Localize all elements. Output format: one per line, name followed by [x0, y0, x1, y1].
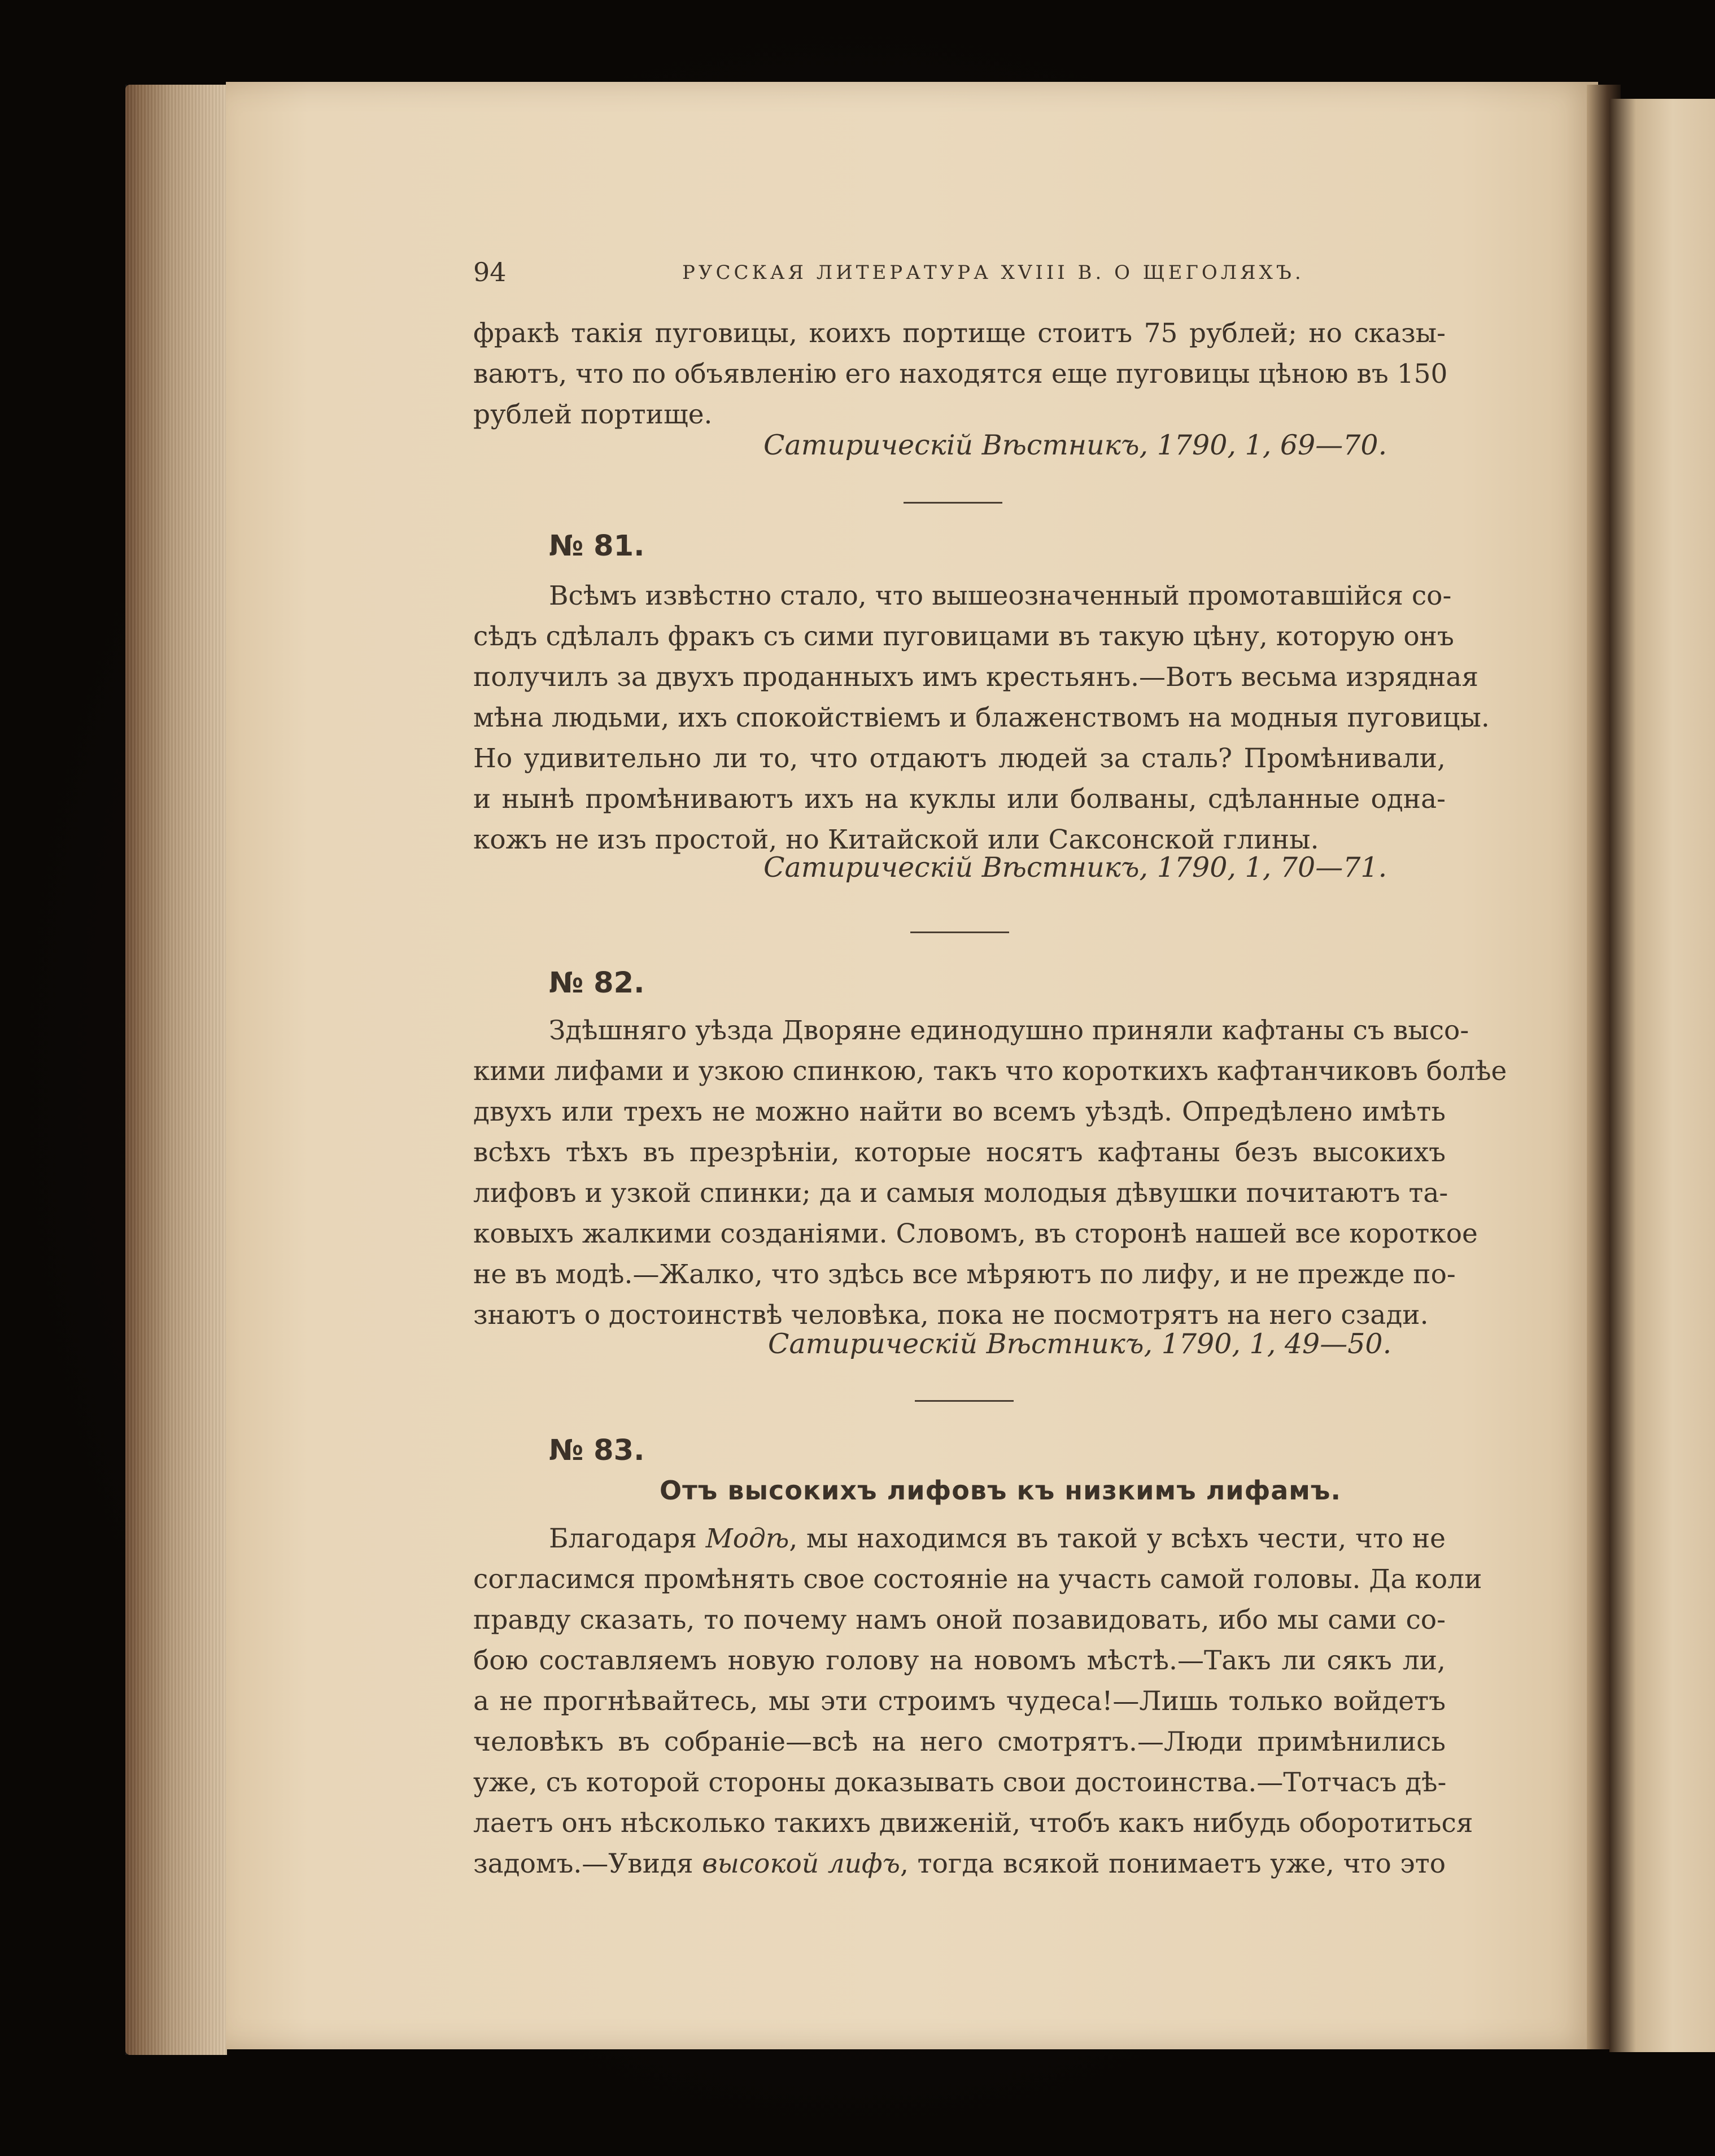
- entry-number: № 81.: [549, 530, 645, 563]
- text-line: Но удивительно ли то, что отдаютъ людей за сталь? Промѣнивали,: [473, 743, 1446, 774]
- entry-number: № 83.: [549, 1434, 645, 1467]
- text-line: кожъ не изъ простой, но Китайской или Саксонской глины.: [473, 824, 1319, 855]
- citation: Сатирическій Вѣстникъ, 1790, 1, 69—70.: [763, 429, 1387, 461]
- text-line: двухъ или трехъ не можно найти во всемъ уѣздѣ. Опредѣлено имѣть: [473, 1096, 1446, 1127]
- entry-number: № 82.: [549, 967, 645, 1000]
- text-line: уже, съ которой стороны доказывать свои достоинства.—Тотчасъ дѣ-: [473, 1767, 1447, 1798]
- text-line: фракѣ такія пуговицы, коихъ портище стоитъ 75 рублей; но сказы-: [473, 318, 1446, 349]
- text-span: , мы находимся въ такой у всѣхъ чести, что не: [789, 1523, 1446, 1554]
- text-span: Благодаря: [549, 1523, 706, 1554]
- italic-text: Модѣ: [705, 1523, 789, 1554]
- entry-paragraph: [473, 1519, 1482, 1884]
- text-line: не въ модѣ.—Жалко, что здѣсь все мѣряютъ по лифу, и не прежде по-: [473, 1259, 1456, 1290]
- text-line: лаетъ онъ нѣсколько такихъ движеній, чтобъ какъ нибудь оборотиться: [473, 1808, 1473, 1839]
- italic-text: высокой лифъ: [702, 1848, 901, 1879]
- text-line: лифовъ и узкой спинки; да и самыя молодыя дѣвушки почитаютъ та-: [473, 1178, 1448, 1209]
- text-line: получилъ за двухъ проданныхъ имъ крестьянъ.—Вотъ весьма изрядная: [473, 662, 1479, 693]
- book-page-edges: [125, 85, 227, 2055]
- text-line: знаютъ о достоинствѣ человѣка, пока не посмотрятъ на него сзади.: [473, 1300, 1429, 1331]
- running-head: РУССКАЯ ЛИТЕРАТУРА XVIII В. О ЩЕГОЛЯХЪ.: [682, 261, 1304, 284]
- text-line: и нынѣ промѣниваютъ ихъ на куклы или болваны, сдѣланные одна-: [473, 784, 1446, 815]
- section-divider: [910, 932, 1009, 933]
- text-line: Здѣшняго уѣзда Дворяне единодушно приняли кафтаны съ высо-: [549, 1015, 1469, 1046]
- text-line: мѣна людьми, ихъ спокойствіемъ и блаженствомъ на модныя пуговицы.: [473, 702, 1490, 733]
- text-line: [473, 1844, 1446, 1884]
- page-number: 94: [473, 257, 507, 287]
- entry-paragraph: [473, 1011, 1507, 1336]
- continuation-paragraph: [473, 313, 1446, 435]
- facing-page-edge: [1609, 99, 1715, 2052]
- text-line: человѣкъ въ собраніе—всѣ на него смотрятъ.—Люди примѣнились: [473, 1726, 1446, 1757]
- section-divider: [904, 502, 1002, 504]
- text-line: ковыхъ жалкими созданіями. Словомъ, въ сторонѣ нашей все короткое: [473, 1218, 1478, 1249]
- text-line: правду сказать, то почему намъ оной позавидовать, ибо мы сами со-: [473, 1604, 1446, 1635]
- text-line: согласимся промѣнять свое состояніе на участь самой головы. Да коли: [473, 1564, 1482, 1595]
- text-line: кими лифами и узкою спинкою, такъ что короткихъ кафтанчиковъ болѣе: [473, 1056, 1507, 1087]
- text-span: , тогда всякой понимаетъ уже, что это: [900, 1848, 1446, 1879]
- citation: Сатирическій Вѣстникъ, 1790, 1, 49—50.: [768, 1328, 1392, 1360]
- page-header: [473, 257, 1430, 291]
- citation: Сатирическій Вѣстникъ, 1790, 1, 70—71.: [763, 851, 1387, 884]
- text-line: рублей портище.: [473, 399, 713, 430]
- section-title: Отъ высокихъ лифовъ къ низкимъ лифамъ.: [660, 1475, 1341, 1506]
- text-line: бою составляемъ новую голову на новомъ мѣстѣ.—Такъ ли сякъ ли,: [473, 1645, 1446, 1676]
- text-line: всѣхъ тѣхъ въ презрѣніи, которые носятъ кафтаны безъ высокихъ: [473, 1137, 1446, 1168]
- text-line: Всѣмъ извѣстно стало, что вышеозначенный промотавшійся со-: [549, 580, 1452, 611]
- text-line: ваютъ, что по объявленію его находятся еще пуговицы цѣною въ 150: [473, 358, 1448, 390]
- text-line: а не прогнѣвайтесь, мы эти строимъ чудеса!—Лишь только войдетъ: [473, 1686, 1446, 1717]
- entry-paragraph: [473, 576, 1490, 860]
- text-line: [473, 1519, 1446, 1559]
- text-span: задомъ.—Увидя: [473, 1848, 702, 1879]
- text-line: сѣдъ сдѣлалъ фракъ съ сими пуговицами въ такую цѣну, которую онъ: [473, 621, 1454, 652]
- section-divider: [915, 1400, 1014, 1402]
